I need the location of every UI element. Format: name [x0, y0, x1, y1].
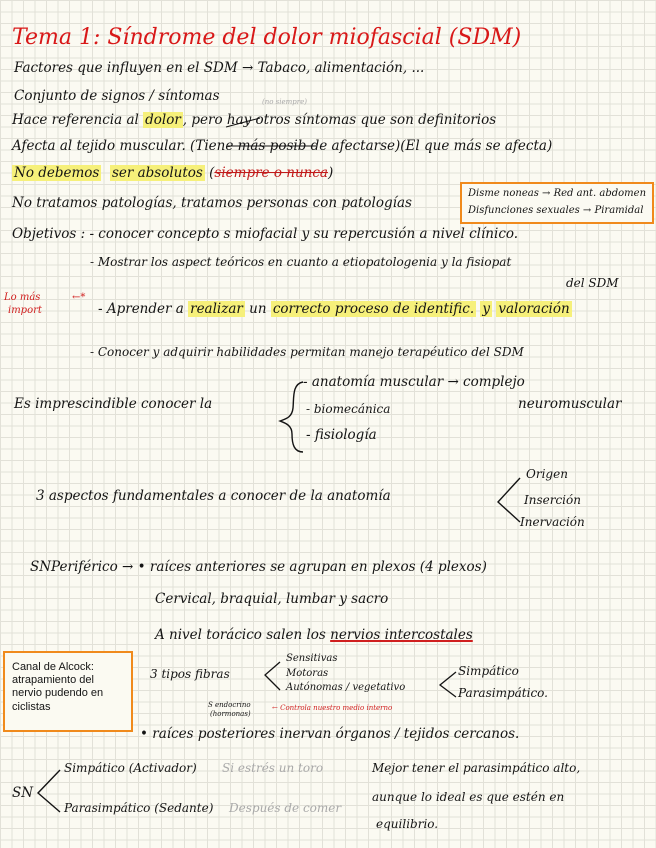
item-parasimpatico-b: Parasimpático (Sedante): [64, 801, 214, 815]
text-a-nivel: A nivel torácico salen los: [155, 627, 326, 643]
item-simpatico-a: Simpático: [458, 664, 519, 678]
note-si-estres: Si estrés un toro: [222, 761, 324, 775]
item-parasimpatico-a: Parasimpático.: [458, 686, 548, 700]
highlight-ser-absolutos: ser absolutos: [111, 165, 203, 181]
line-no-debemos: No debemos ser absolutos (siempre o nunca): [14, 165, 334, 181]
line-raices-posteriores: • raíces posteriores inervan órganos / tejidos cercanos.: [140, 726, 520, 742]
note-s-endocrino: S endocrino: [208, 701, 251, 709]
item-simpatico-b: Simpático (Activador): [64, 761, 197, 775]
brace-imprescindible: [280, 382, 303, 452]
line-mejor-2: aunque lo ideal es que estén en: [372, 790, 565, 804]
item-inervacion: Inervación: [520, 515, 585, 529]
note-despues: Después de comer: [229, 801, 342, 815]
text-aprender: - Aprender a: [98, 301, 184, 317]
line-mejor-3: equilibrio.: [376, 817, 439, 831]
line-conjunto: Conjunto de signos / síntomas: [14, 88, 220, 104]
note-no-siempre: (no siempre): [262, 98, 307, 106]
item-neuromuscular: neuromuscular: [518, 396, 622, 412]
line-afecta: Afecta al tejido muscular. (Tiene más posib de afectarse)(El que más se afecta): [12, 138, 553, 154]
text-un: un: [249, 301, 267, 317]
note-hormonas: (hormonas): [210, 710, 251, 718]
item-insercion: Inserción: [524, 493, 581, 507]
branch-sn: [38, 770, 60, 812]
highlight-valoracion: valoración: [498, 301, 570, 317]
strike-siempre-nunca: siempre o nunca: [214, 165, 328, 181]
branch-anatomia: [498, 478, 520, 522]
note-control: ← Controla nuestro medio interno: [272, 704, 393, 712]
text-hace-ref-1: Hace referencia al: [12, 112, 139, 128]
line-tres-tipos: 3 tipos fibras: [150, 667, 230, 681]
line-tres-aspectos: 3 aspectos fundamentales a conocer de la anatomía: [36, 488, 391, 504]
item-origen: Origen: [526, 467, 568, 481]
item-fisiologia: - fisiología: [306, 427, 377, 443]
item-biomecanica: - biomecánica: [306, 402, 391, 416]
text-hace-ref-2: , pero hay otros síntomas que son definitorios: [182, 112, 497, 128]
line-factores: Factores que influyen en el SDM → Tabaco, alimentación, ...: [14, 60, 425, 76]
highlight-correcto: correcto proceso de identific.: [272, 301, 475, 317]
side-note-line-1: Disme noneas → Red ant. abdomen: [468, 188, 647, 199]
line-imprescindible: Es imprescindible conocer la: [14, 396, 213, 412]
note-control-text: Controla nuestro medio interno: [280, 704, 393, 712]
side-note-line-2: Disfunciones sexuales → Piramidal: [468, 205, 644, 216]
side-note-alcock: Canal de Alcock: atrapamiento del nervio pudendo en ciclistas: [12, 661, 104, 713]
item-autonomas: Autónomas / vegetativo: [286, 682, 406, 693]
line-snp: SNPeriférico → • raíces anteriores se agrupan en plexos (4 plexos): [30, 559, 487, 575]
line-no-tratamos: No tratamos patologías, tratamos personas con patologías: [12, 195, 412, 211]
item-motoras: Motoras: [286, 668, 329, 679]
line-conocer-habilidades: - Conocer y adquirir habilidades permitan manejo terapéutico del SDM: [90, 345, 524, 359]
label-sn: SN: [12, 785, 34, 801]
highlight-dolor: dolor: [145, 112, 181, 128]
branch-autonomas: [440, 672, 456, 697]
page-title: Tema 1: Síndrome del dolor miofascial (SDM): [12, 25, 522, 50]
line-cervical: Cervical, braquial, lumbar y sacro: [155, 591, 389, 607]
highlight-y: y: [482, 301, 491, 317]
arrow-note: ←*: [72, 292, 86, 303]
highlight-no-debemos: No debemos: [14, 165, 100, 181]
line-objetivos: Objetivos : - conocer concepto s miofacial y su repercusión a nivel clínico.: [12, 226, 519, 242]
item-anatomia: - anatomía muscular → complejo: [303, 374, 525, 390]
tick-dolor: [226, 118, 260, 127]
line-mejor-1: Mejor tener el parasimpático alto,: [372, 761, 581, 775]
highlight-realizar: realizar: [190, 301, 243, 317]
underline-nervios: nervios intercostales: [330, 627, 473, 643]
line-mostrar-1: - Mostrar los aspect teóricos en cuanto a etiopatologenia y la fisiopat: [90, 255, 512, 269]
note-import: import: [8, 305, 42, 316]
branch-fibras: [265, 662, 280, 690]
note-lo-mas: Lo más: [4, 292, 41, 303]
item-sensitivas: Sensitivas: [286, 653, 338, 664]
line-mostrar-2: del SDM: [566, 276, 619, 290]
